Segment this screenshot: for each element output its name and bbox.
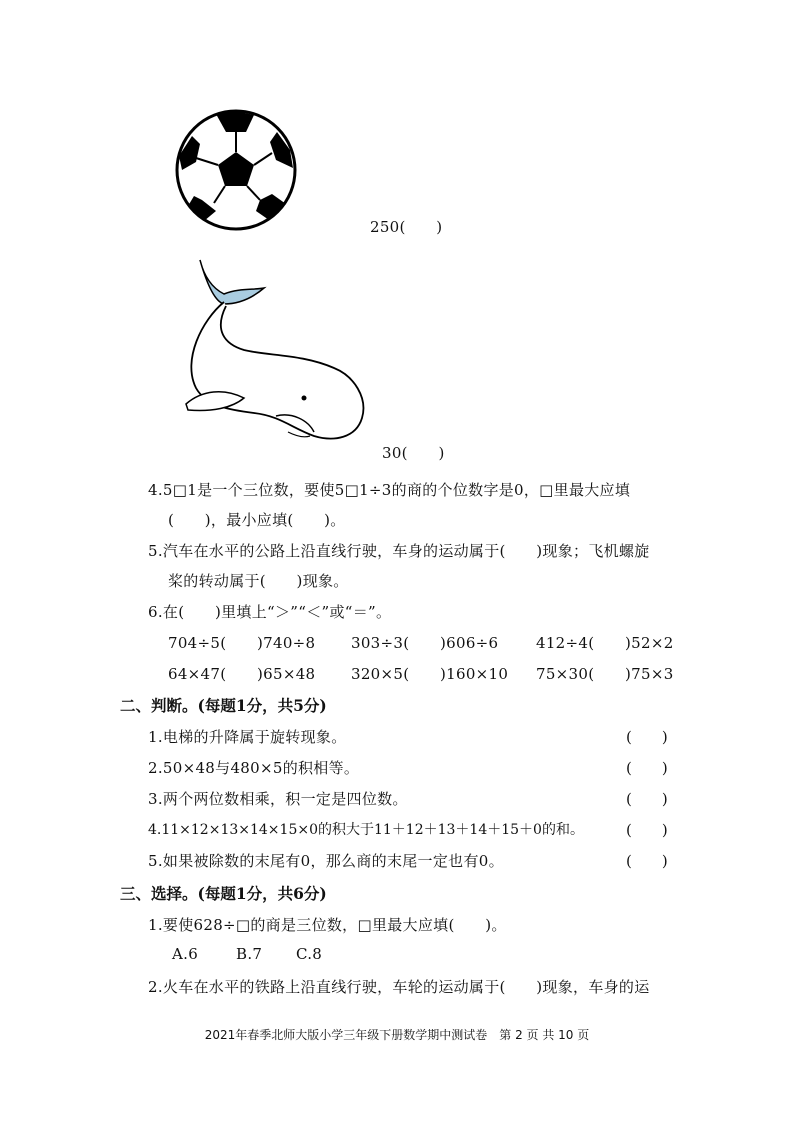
judge-item: 5.如果被除数的末尾有0，那么商的末尾一定也有0。 [148,852,504,870]
compare-item: 75×30( )75×3 [536,665,674,683]
judge-answer-paren: ( ) [626,790,668,808]
question-5-line-1: 5.汽车在水平的公路上沿直线行驶，车身的运动属于( )现象；飞机螺旋 [148,542,650,560]
section-choice-heading: 三、选择。(每题1分，共6分) [120,884,327,903]
question-6-line-1: 6.在( )里填上“＞”“＜”或“＝”。 [148,603,392,621]
whale-icon [184,258,370,444]
choice-question-1: 1.要使628÷□的商是三位数，□里最大应填( )。 [148,916,507,934]
choice-option: A.6 [172,945,199,963]
question-4-line-2: ( )，最小应填( )。 [168,511,346,529]
question-4-line-1: 4.5□1是一个三位数，要使5□1÷3的商的个位数字是0，□里最大应填 [148,481,631,499]
judge-item: 4.11×12×13×14×15×0的积大于11＋12＋13＋14＋15＋0的和。 [148,822,584,838]
judge-answer-paren: ( ) [626,852,668,870]
soccer-ball-icon [174,108,298,232]
judge-item: 1.电梯的升降属于旋转现象。 [148,728,347,746]
section-judge-heading: 二、判断。(每题1分，共5分) [120,696,327,715]
judge-answer-paren: ( ) [626,728,668,746]
compare-item: 320×5( )160×10 [351,665,509,683]
judge-answer-paren: ( ) [626,821,668,839]
judge-item: 2.50×48与480×5的积相等。 [148,759,360,777]
compare-item: 64×47( )65×48 [168,665,316,683]
compare-item: 704÷5( )740÷8 [168,634,316,652]
choice-option: C.8 [296,945,323,963]
whale-answer-label: 30( ) [382,444,445,462]
compare-item: 303÷3( )606÷6 [351,634,499,652]
choice-question-2: 2.火车在水平的铁路上沿直线行驶，车轮的运动属于( )现象，车身的运 [148,978,650,996]
page-footer: 2021年春季北师大版小学三年级下册数学期中测试卷 第 2 页 共 10 页 [204,1028,590,1042]
question-5-line-2: 桨的转动属于( )现象。 [168,572,349,590]
compare-item: 412÷4( )52×2 [536,634,674,652]
judge-item: 3.两个两位数相乘，积一定是四位数。 [148,790,408,808]
ball-answer-label: 250( ) [370,218,443,236]
judge-answer-paren: ( ) [626,759,668,777]
choice-option: B.7 [236,945,263,963]
